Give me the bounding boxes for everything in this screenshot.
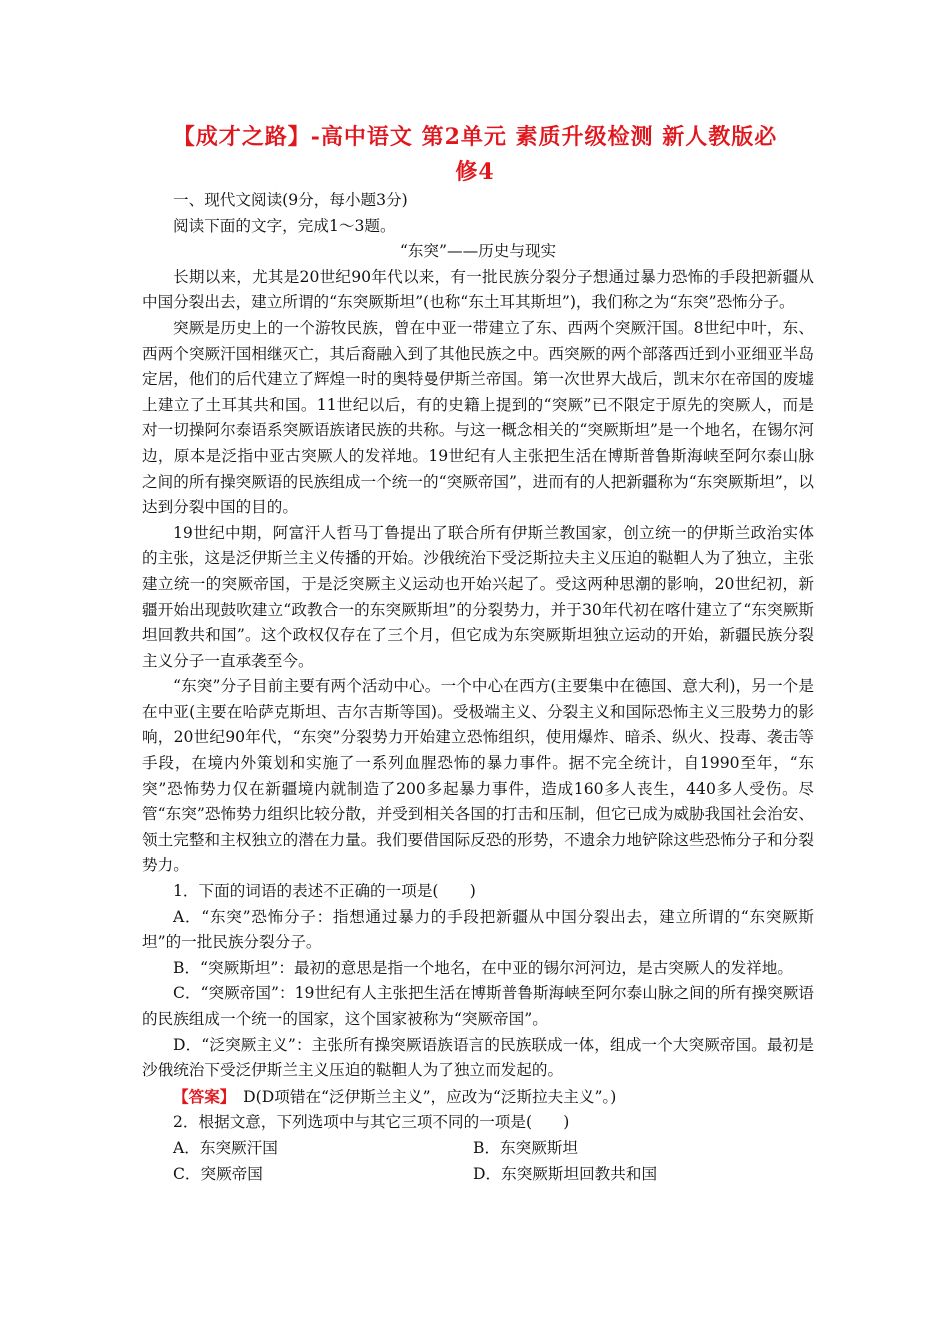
passage-title: “东突”——历史与现实	[399, 242, 557, 261]
paragraph: “东突”分子目前主要有两个活动中心。一个中心在西方(主要集中在德国、意大利)，另一个是在中亚(主要在哈萨克斯坦、吉尔吉斯等国)。受极端主义、分裂主义和国际恐怖主义三股势力的影响，20世纪90年代，“东突”分裂势力开始建立恐怖组织，使用爆炸、暗杀、纵火、投毒、袭击等手段，在境内外策划和实施了一系列血腥恐怖的暴力事件。据不完全统计，自1990至年，“东突”恐怖势力仅在新疆境内就制造了200多起暴力事件，造成160多人丧生，440多人受伤。尽管“东突”恐怖势力组织比较分散，并受到相关各国的打击和压制，但它已成为威胁我国社会治安、领土完整和主权独立的潜在力量。我们要借国际反恐的形势，不遗余力地铲除这些恐怖分子和分裂势力。	[142, 677, 814, 875]
question-2-option-d: D．东突厥斯坦回教共和国	[473, 1164, 658, 1183]
question-1-option-d: D．“泛突厥主义”：主张所有操突厥语族语言的民族联成一体，组成一个大突厥帝国。最初是沙俄统治下受泛伊斯兰主义压迫的鞑靼人为了独立而发起的。	[142, 1035, 814, 1080]
question-1-option-b: B．“突厥斯坦”：最初的意思是指一个地名，在中亚的锡尔河河边，是古突厥人的发祥地。	[173, 958, 793, 977]
question-2-option-c: C．突厥帝国	[173, 1164, 263, 1183]
question-1-option-a: A．“东突”恐怖分子：指想通过暴力的手段把新疆从中国分裂出去，建立所谓的“东突厥斯坦”的一批民族分裂分子。	[142, 907, 814, 952]
document-body	[142, 188, 814, 1187]
document-title-continued: 修4	[455, 159, 495, 185]
question-1-answer	[142, 1084, 814, 1111]
paragraph: 突厥是历史上的一个游牧民族，曾在中亚一带建立了东、西两个突厥汗国。8世纪中叶，东、西两个突厥汗国相继灭亡，其后裔融入到了其他民族之中。西突厥的两个部落西迁到小亚细亚半岛定居，他们的后代建立了辉煌一时的奥特曼伊斯兰帝国。第一次世界大战后，凯末尔在帝国的废墟上建立了土耳其共和国。11世纪以后，有的史籍上提到的“突厥”已不限定于原先的突厥人，而是对一切操阿尔泰语系突厥语族诸民族的共称。与这一概念相关的“突厥斯坦”是一个地名，在锡尔河边，原本是泛指中亚古突厥人的发祥地。19世纪有人主张把生活在博斯普鲁斯海峡至阿尔泰山脉之间的所有操突厥语的民族组成一个统一的“突厥帝国”，进而有的人把新疆称为“东突厥斯坦”，以达到分裂中国的目的。	[142, 318, 814, 517]
paragraph: 19世纪中期，阿富汗人哲马丁鲁提出了联合所有伊斯兰教国家，创立统一的伊斯兰政治实体的主张，这是泛伊斯兰主义传播的开始。沙俄统治下受泛斯拉夫主义压迫的鞑靼人为了独立，主张建立统一的突厥帝国，于是泛突厥主义运动也开始兴起了。受这两种思潮的影响，20世纪初，新疆开始出现鼓吹建立“政教合一的东突厥斯坦”的分裂势力，并于30年代初在喀什建立了“东突厥斯坦回教共和国”。这个政权仅存在了三个月，但它成为东突厥斯坦独立运动的开始，新疆民族分裂主义分子一直承袭至今。	[142, 523, 814, 670]
section-heading: 一、现代文阅读(9分，每小题3分)	[173, 191, 408, 209]
answer-text: D(D项错在“泛伊斯兰主义”，应改为“泛斯拉夫主义”。)	[227, 1087, 617, 1106]
question-2-option-b: B．东突厥斯坦	[473, 1138, 579, 1157]
question-2-option-a: A．东突厥汗国	[173, 1138, 278, 1157]
question-1-stem: 1．下面的词语的表述不正确的一项是( )	[173, 882, 476, 901]
question-2-options-row-2	[142, 1162, 814, 1188]
paragraph: 长期以来，尤其是20世纪90年代以来，有一批民族分裂分子想通过暴力恐怖的手段把新疆从中国分裂出去，建立所谓的“东突厥斯坦”(也称“东土耳其斯坦”)，我们称之为“东突”恐怖分子。	[142, 267, 814, 312]
document-title: 【成才之路】-高中语文 第2单元 素质升级检测 新人教版必	[172, 124, 778, 150]
instruction: 阅读下面的文字，完成1～3题。	[173, 216, 396, 235]
question-2-options-row-1	[142, 1136, 814, 1162]
answer-label: 【答案】	[173, 1086, 228, 1106]
question-2-stem: 2．根据文意，下列选项中与其它三项不同的一项是( )	[173, 1113, 570, 1132]
question-1-option-c: C．“突厥帝国”：19世纪有人主张把生活在博斯普鲁斯海峡至阿尔泰山脉之间的所有操突厥语的民族组成一个统一的国家，这个国家被称为“突厥帝国”。	[142, 984, 814, 1028]
